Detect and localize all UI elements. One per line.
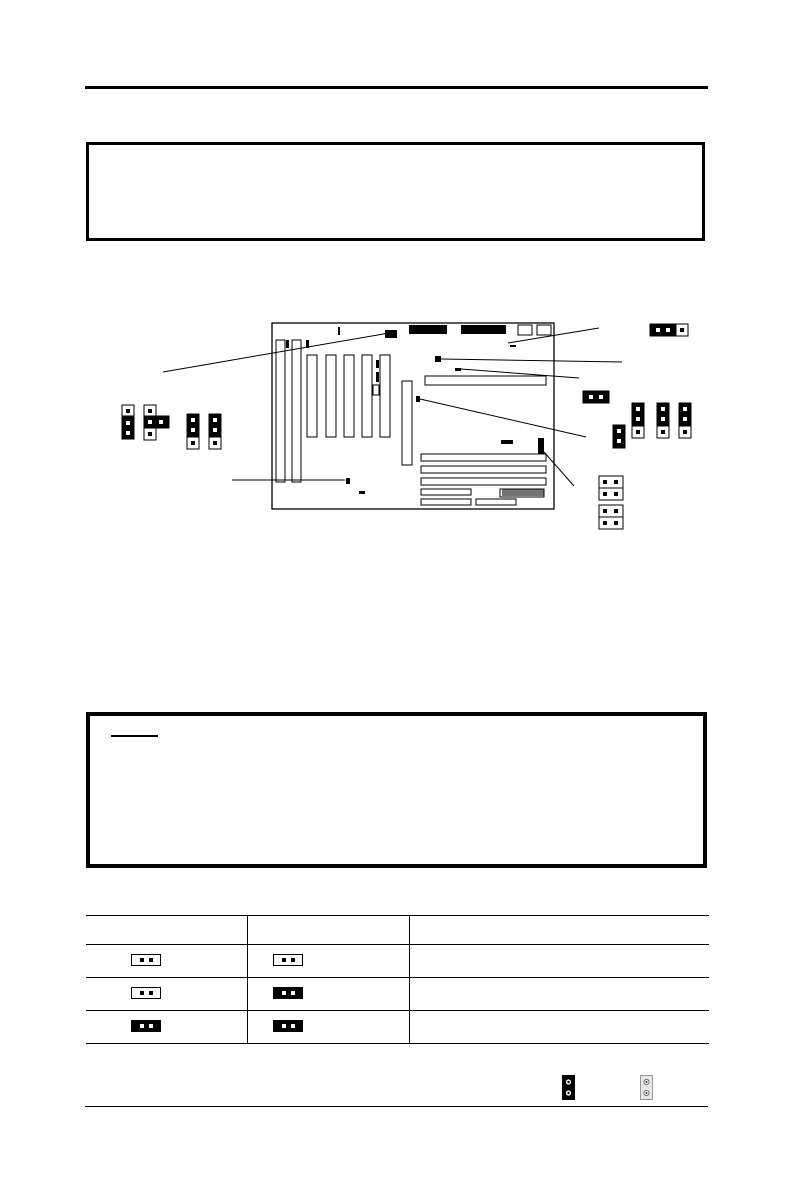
- table-row: [86, 945, 709, 978]
- jumper-open-icon: [640, 1075, 653, 1100]
- table-cell: [248, 945, 410, 978]
- table-header-cell: [410, 916, 710, 945]
- jumper-closed-icon: [273, 987, 303, 999]
- jumper-open-icon: [131, 954, 161, 966]
- table-cell: [86, 945, 248, 978]
- table-row: [86, 1011, 709, 1044]
- table-header-cell: [86, 916, 248, 945]
- note-box-bottom: [86, 712, 707, 868]
- jumper-closed-icon: [131, 1020, 161, 1032]
- table-cell-description: [410, 945, 710, 978]
- table-cell-description: [410, 978, 710, 1011]
- table-cell: [86, 978, 248, 1011]
- jumper-open-icon: [273, 954, 303, 966]
- table-cell: [86, 1011, 248, 1044]
- table-cell-description: [410, 1011, 710, 1044]
- footer-rule: [85, 1106, 708, 1107]
- table-header-row: [86, 916, 709, 945]
- note-heading-underline: [111, 735, 158, 737]
- jumper-closed-icon: [562, 1075, 575, 1100]
- table-header-cell: [248, 916, 410, 945]
- jumper-open-icon: [131, 987, 161, 999]
- jumper-closed-icon: [273, 1020, 303, 1032]
- motherboard-diagram: [0, 0, 793, 560]
- table-row: [86, 978, 709, 1011]
- table-cell: [248, 1011, 410, 1044]
- table-cell: [248, 978, 410, 1011]
- jumper-settings-table: [86, 915, 709, 1044]
